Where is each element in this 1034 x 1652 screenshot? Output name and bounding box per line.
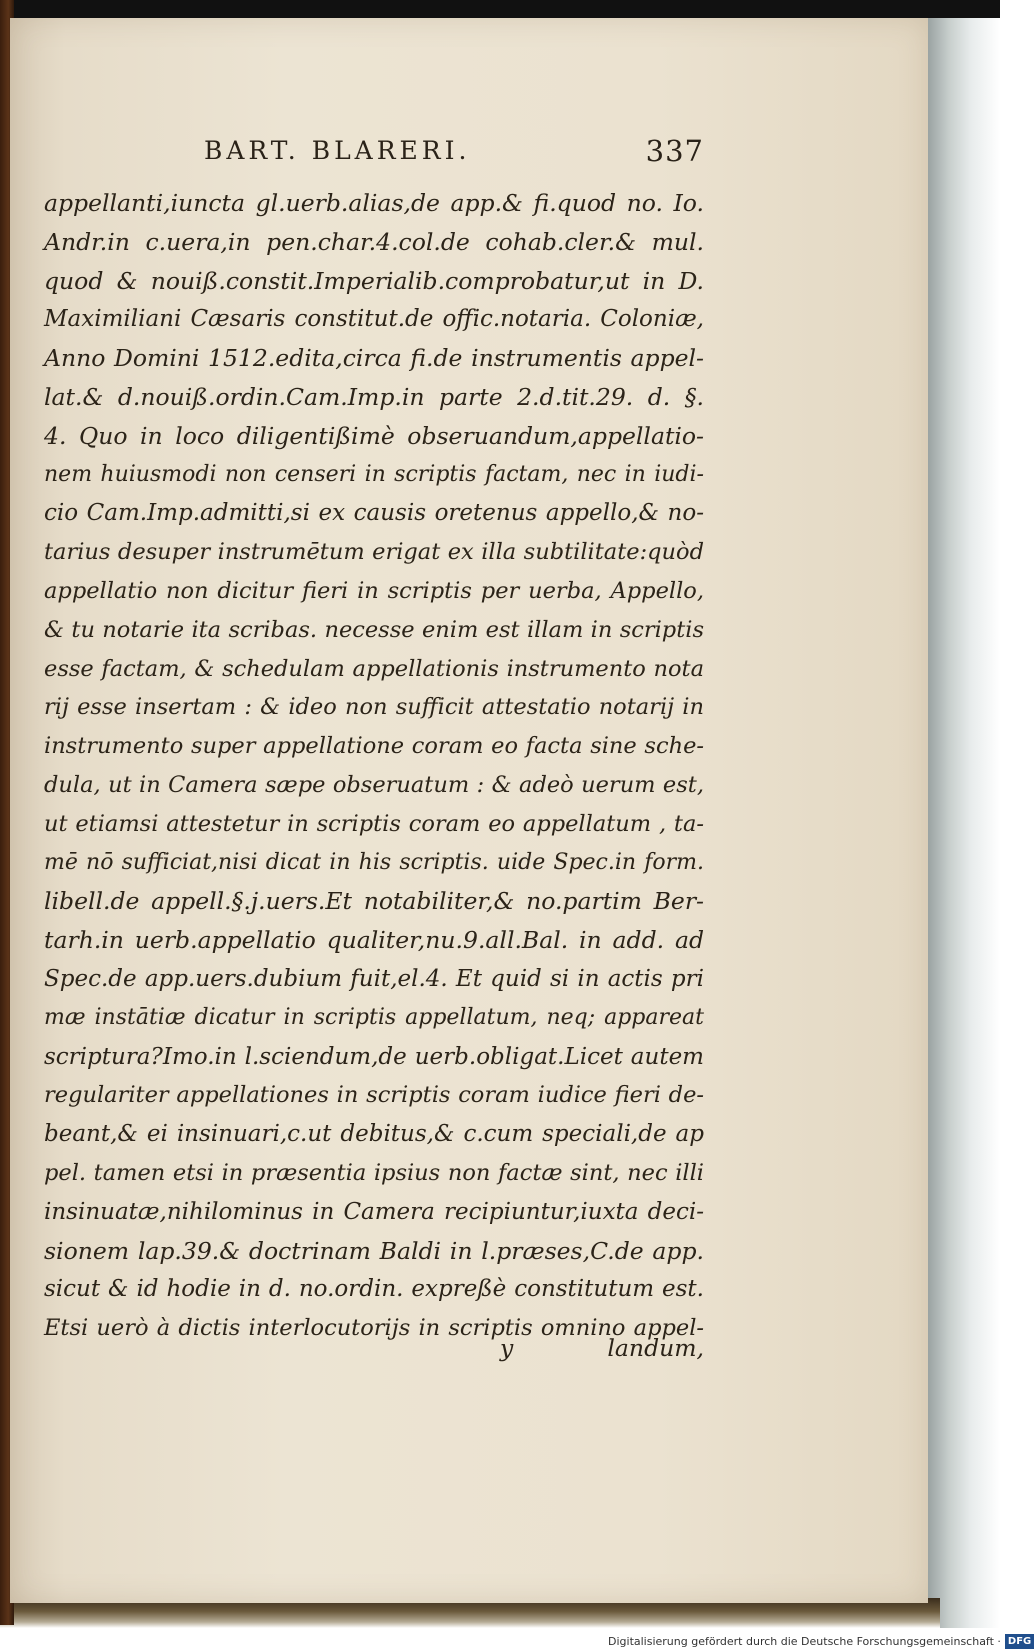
text-line: Etsi uerò à dictis interlocutorijs in scriptis omnino appel- — [44, 1315, 704, 1342]
text-line: scriptura?Imo.in l.sciendum,de uerb.obligat.Licet autem — [44, 1043, 704, 1070]
text-line: Anno Domini 1512.edita,circa fi.de instrumentis appel- — [44, 344, 704, 373]
digitization-credit — [608, 1632, 1034, 1650]
text-line: cio Cam.Imp.admitti,si ex causis oretenus appello,& no- — [44, 500, 704, 527]
text-line: Andr.in c.uera,in pen.char.4.col.de cohab.cler.& mul. — [44, 227, 704, 256]
signature-mark: y — [500, 1334, 514, 1362]
page-number: 337 — [645, 134, 704, 168]
body-text — [44, 184, 704, 1348]
text-line: rij esse insertam : & ideo non sufficit attestatio notarij in — [44, 694, 704, 721]
text-line: lat.& d.nouiß.ordin.Cam.Imp.in parte 2.d.tit.29. d. §. — [44, 382, 704, 411]
text-line: mæ instātiæ dicatur in scriptis appellatum, neq; appareat — [44, 1004, 704, 1030]
text-line: pel. tamen etsi in præsentia ipsius non factæ sint, nec illi — [44, 1159, 704, 1186]
catchword: landum, — [607, 1334, 704, 1362]
text-line: 4. Quo in loco diligentißimè obseruandum,appellatio- — [44, 421, 704, 450]
text-line: & tu notarie ita scribas. necesse enim est illam in scriptis — [44, 616, 704, 643]
text-line: instrumento super appellatione coram eo facta sine sche- — [44, 733, 704, 760]
text-line: esse factam, & schedulam appellationis instrumento nota — [44, 655, 704, 682]
catch-row — [44, 1334, 704, 1374]
text-line: regulariter appellationes in scriptis coram iudice fieri de- — [44, 1082, 704, 1109]
text-line: sicut & id hodie in d. no.ordin. expreßè constitutum est. — [44, 1276, 704, 1303]
text-line: sionem lap.39.& doctrinam Baldi in l.præses,C.de app. — [44, 1236, 704, 1265]
text-line: tarius desuper instrumētum erigat ex illa subtilitate:quòd — [44, 539, 704, 566]
text-line: nem huiusmodi non censeri in scriptis factam, nec in iudi- — [44, 461, 704, 487]
text-line: appellanti,iuncta gl.uerb.alias,de app.& fi.quod no. Io. — [44, 189, 704, 217]
text-line: mē nō sufficiat,nisi dicat in his scriptis. uide Spec.in form. — [44, 849, 704, 875]
text-line: Spec.de app.uers.dubium fuit,el.4. Et quid si in actis pri — [44, 965, 704, 992]
text-line: beant,& ei insinuari,c.ut debitus,& c.cum speciali,de ap — [44, 1121, 704, 1148]
text-line: Maximiliani Cæsaris constitut.de offic.notaria. Coloniæ, — [44, 306, 704, 333]
text-line: insinuatæ,nihilominus in Camera recipiuntur,iuxta deci- — [44, 1198, 704, 1225]
text-line: appellatio non dicitur fieri in scriptis per uerba, Appello, — [44, 577, 704, 604]
running-title: BART. BLARERI. — [204, 136, 471, 165]
text-line: ut etiamsi attestetur in scriptis coram eo appellatum , ta- — [44, 810, 704, 837]
text-line: tarh.in uerb.appellatio qualiter,nu.9.all.Bal. in add. ad — [44, 926, 704, 955]
text-line: dula, ut in Camera sæpe obseruatum : & adeò uerum est, — [44, 771, 704, 798]
book-fore-edge — [928, 18, 1000, 1628]
credit-text: Digitalisierung gefördert durch die Deutsche Forschungsgemeinschaft · — [608, 1634, 1001, 1648]
text-line: libell.de appell.§.j.uers.Et notabiliter,& no.partim Ber- — [44, 887, 704, 916]
text-line: quod & nouiß.constit.Imperialib.comprobatur,ut in D. — [44, 266, 704, 295]
dfg-logo: DFG — [1005, 1634, 1034, 1649]
